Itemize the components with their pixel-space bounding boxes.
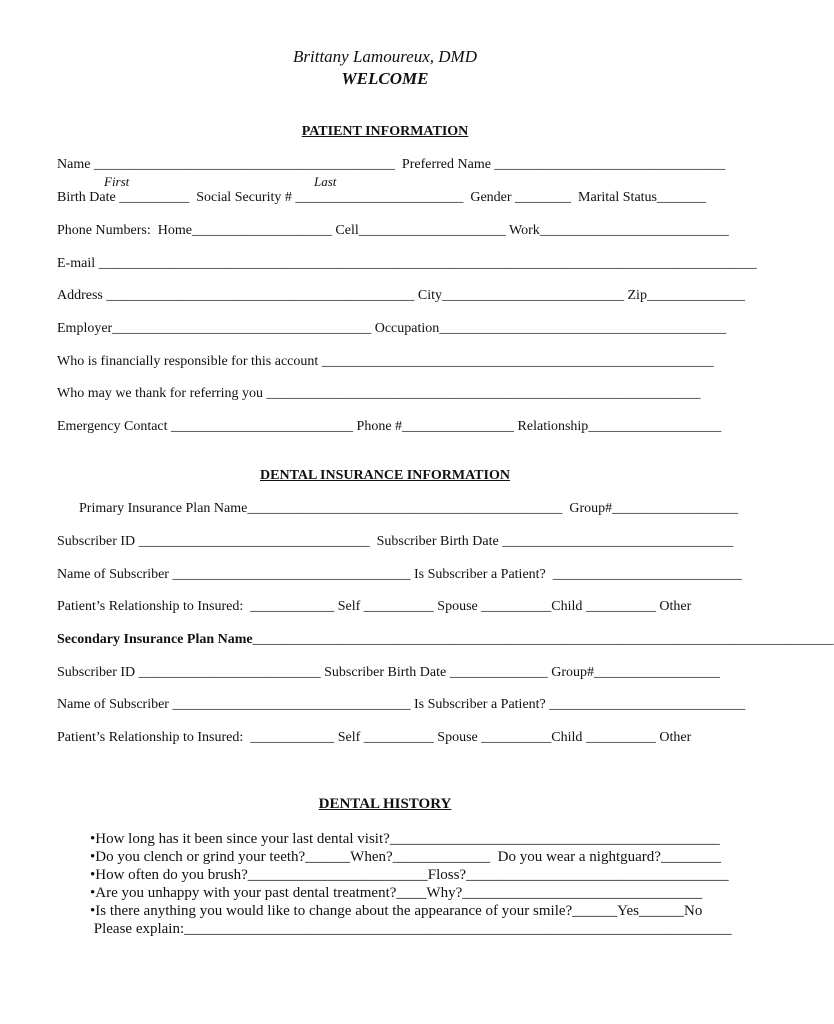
patient-info-heading: PATIENT INFORMATION — [301, 124, 469, 139]
primary-subscriber-name-row[interactable]: Name of Subscriber __________________________________ Is Subscriber a Patient? ___________________________ — [57, 567, 742, 582]
secondary-plan-line[interactable]: ___________________________________________________________________________________ — [252, 632, 834, 647]
emergency-contact-row[interactable]: Emergency Contact __________________________ Phone #________________ Relationship___________________ — [57, 419, 722, 434]
address-row[interactable]: Address ____________________________________________ City__________________________ Zip______________ — [57, 288, 745, 303]
welcome-title: WELCOME — [341, 69, 429, 88]
brush-floss-question[interactable]: •How often do you brush?________________________Floss?___________________________________ — [90, 867, 729, 883]
employer-occupation-row[interactable]: Employer_____________________________________ Occupation_________________________________________ — [57, 321, 727, 336]
financial-responsibility-field[interactable]: Who is financially responsible for this account ________________________________________________________ — [57, 354, 714, 369]
dental-history-heading: DENTAL HISTORY — [318, 796, 452, 812]
secondary-plan-label: Secondary Insurance Plan Name — [57, 632, 253, 647]
past-treatment-question[interactable]: •Are you unhappy with your past dental treatment?____Why?________________________________ — [90, 885, 703, 901]
secondary-subscriber-name-row[interactable]: Name of Subscriber __________________________________ Is Subscriber a Patient? ____________________________ — [57, 697, 746, 712]
name-field[interactable]: Name ___________________________________________ Preferred Name _________________________________ — [57, 157, 726, 172]
primary-relationship-row[interactable]: Patient’s Relationship to Insured: ____________ Self __________ Spouse __________Child __________ Other — [57, 599, 692, 614]
last-name-caption: Last — [314, 174, 337, 189]
clench-grind-question[interactable]: •Do you clench or grind your teeth?______When?_____________ Do you wear a nightguard?________ — [90, 849, 721, 865]
referral-field[interactable]: Who may we thank for referring you ______________________________________________________________ — [57, 386, 701, 401]
practice-name: Brittany Lamoureux, DMD — [293, 47, 477, 66]
smile-change-question[interactable]: •Is there anything you would like to change about the appearance of your smile?______Yes______No — [90, 903, 703, 919]
insurance-heading: DENTAL INSURANCE INFORMATION — [260, 468, 510, 483]
primary-plan-row[interactable]: Primary Insurance Plan Name_____________________________________________ Group#__________________ — [79, 501, 739, 516]
email-field[interactable]: E-mail ______________________________________________________________________________________________ — [57, 256, 757, 271]
first-name-caption: First — [104, 174, 130, 189]
secondary-relationship-row[interactable]: Patient’s Relationship to Insured: ____________ Self __________ Spouse __________Child __________ Other — [57, 730, 692, 745]
please-explain-field[interactable]: Please explain:_________________________________________________________________________ — [90, 921, 732, 937]
last-visit-question[interactable]: •How long has it been since your last dental visit?____________________________________________ — [90, 831, 720, 847]
primary-subscriber-id-row[interactable]: Subscriber ID _________________________________ Subscriber Birth Date _________________________________ — [57, 534, 734, 549]
secondary-plan-row[interactable] — [57, 632, 834, 648]
birth-ssn-gender-marital-row[interactable]: Birth Date __________ Social Security # ________________________ Gender ________ Marital Status_______ — [57, 190, 706, 205]
phone-numbers-row[interactable]: Phone Numbers: Home____________________ Cell_____________________ Work___________________________ — [57, 223, 729, 238]
secondary-subscriber-id-row[interactable]: Subscriber ID __________________________ Subscriber Birth Date ______________ Group#__________________ — [57, 665, 721, 680]
